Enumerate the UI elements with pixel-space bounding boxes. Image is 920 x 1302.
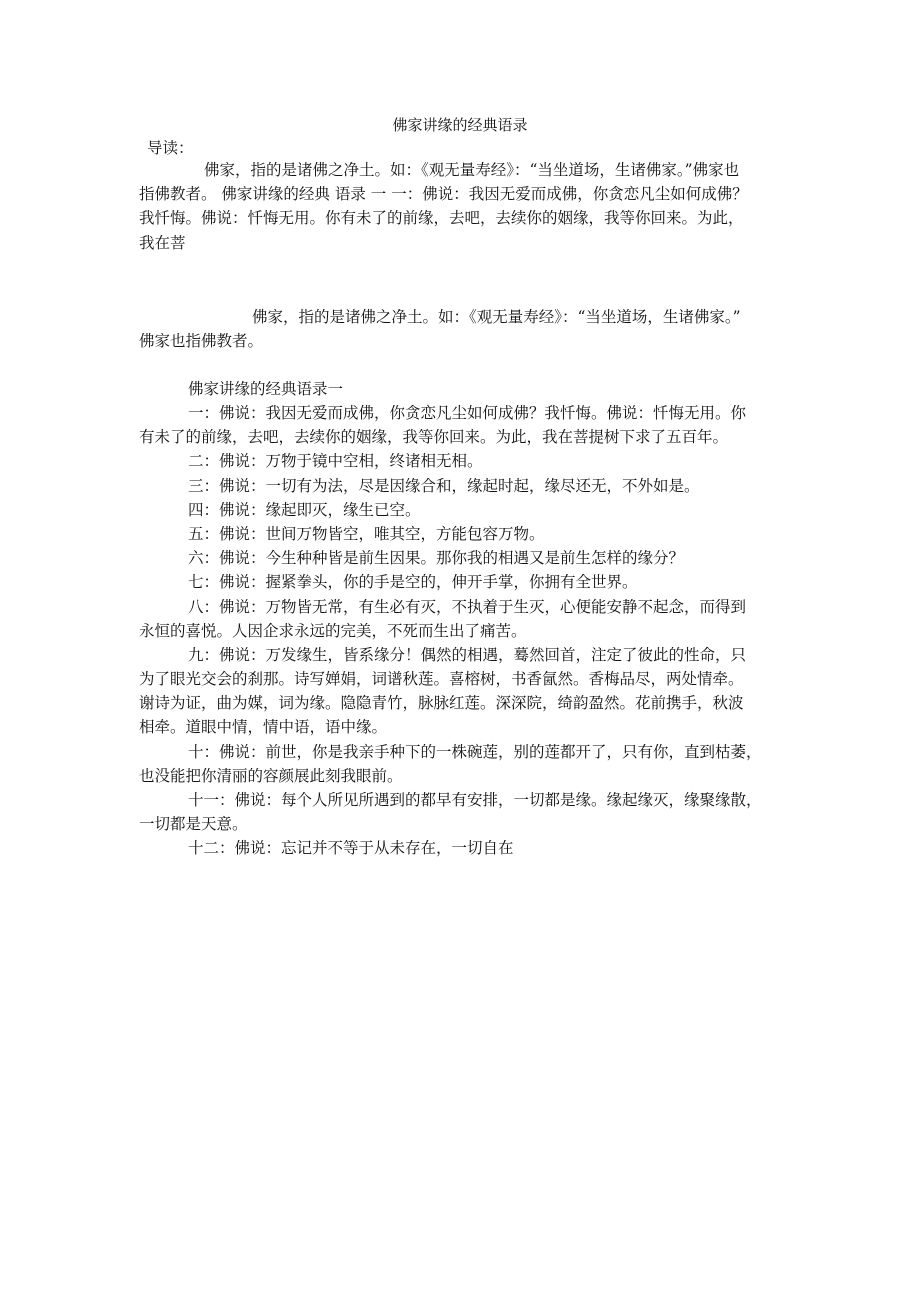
- text-line: 一：佛说：我因无爱而成佛，你贪恋凡尘如何成佛？我忏悔。佛说：忏悔无用。你: [188, 404, 747, 422]
- text-line: 十一：佛说：每个人所见所遇到的都早有安排，一切都是缘。缘起缘灭，缘聚缘散，: [188, 791, 762, 809]
- intro-paragraph: [139, 158, 784, 255]
- text-line: 十二：佛说：忘记并不等于从未存在，一切自在: [188, 839, 514, 858]
- quote-item: [139, 643, 784, 740]
- text-line: 六：佛说：今生种种皆是前生因果。那你我的相遇又是前生怎样的缘分？: [188, 549, 685, 568]
- section-heading: 佛家讲缘的经典语录一: [188, 380, 344, 398]
- text-line: 永恒的喜悦。人因企求永远的完美，不死而生出了痛苦。: [139, 621, 527, 640]
- quote-item: [139, 546, 784, 570]
- text-line: 指佛教者。 佛家讲缘的经典 语录 一 一：佛说：我因无爱而成佛，你贪恋凡尘如何成佛？: [139, 185, 748, 204]
- document-title: 佛家讲缘的经典语录: [392, 116, 528, 134]
- quote-item: [139, 788, 784, 836]
- text-line: 佛家，指的是诸佛之净土。如：《观无量寿经》：“当坐道场，生诸佛家。”: [252, 308, 741, 326]
- quote-item: [139, 474, 784, 498]
- text-line: 九：佛说：万发缘生，皆系缘分！偶然的相遇，蓦然回首，注定了彼此的性命，只: [188, 645, 747, 664]
- definition-paragraph: [139, 305, 784, 353]
- text-line: 谢诗为证，曲为媒，词为缘。隐隐青竹，脉脉红莲。深深院，绮韵盈然。花前携手，秋波: [139, 694, 744, 713]
- text-line: 佛家也指佛教者。: [139, 332, 264, 351]
- text-line: 一切都是天意。: [139, 815, 248, 834]
- text-line: 七：佛说：握紧拳头，你的手是空的，伸开手掌，你拥有全世界。: [188, 573, 638, 592]
- text-line: 四：佛说：缘起即灭，缘生已空。: [188, 500, 421, 519]
- text-line: 我忏悔。佛说：忏悔无用。你有未了的前缘，去吧，去续你的姻缘，我等你回来。为此，: [139, 209, 744, 228]
- text-line: 相牵。道眼中情，情中语，语中缘。: [139, 718, 388, 737]
- text-line: 佛家，指的是诸佛之净土。如：《观无量寿经》：“当坐道场，生诸佛家。”佛家也: [204, 161, 740, 179]
- quote-item: [139, 740, 784, 788]
- quote-item: [139, 449, 784, 473]
- text-line: 三：佛说：一切有为法，尽是因缘合和，缘起时起，缘尽还无，不外如是。: [188, 476, 700, 495]
- quote-item: [139, 595, 784, 643]
- quote-item: [139, 522, 784, 546]
- text-line: 八：佛说：万物皆无常，有生必有灭，不执着于生灭，心便能安静不起念，而得到: [188, 597, 747, 616]
- intro-label: 导读：: [147, 139, 194, 157]
- quote-item: [139, 401, 784, 449]
- text-line: 我在菩: [139, 233, 186, 252]
- quote-item: [139, 836, 784, 860]
- text-line: 为了眼光交会的刹那。诗写婵娟，词谱秋莲。喜榕树，书香氤然。香梅品尽，两处情牵。: [139, 670, 744, 689]
- text-line: 五：佛说：世间万物皆空，唯其空，方能包容万物。: [188, 524, 545, 543]
- quote-item: [139, 570, 784, 594]
- quotes-list: [139, 401, 784, 861]
- text-line: 有未了的前缘，去吧，去续你的姻缘，我等你回来。为此，我在菩提树下求了五百年。: [139, 428, 729, 447]
- text-line: 二：佛说：万物于镜中空相，终诸相无相。: [188, 452, 483, 471]
- quote-item: [139, 498, 784, 522]
- text-line: 十：佛说：前世，你是我亲手种下的一株碗莲，别的莲都开了，只有你，直到枯萎，: [188, 742, 762, 761]
- text-line: 也没能把你清丽的容颜展此刻我眼前。: [139, 766, 403, 785]
